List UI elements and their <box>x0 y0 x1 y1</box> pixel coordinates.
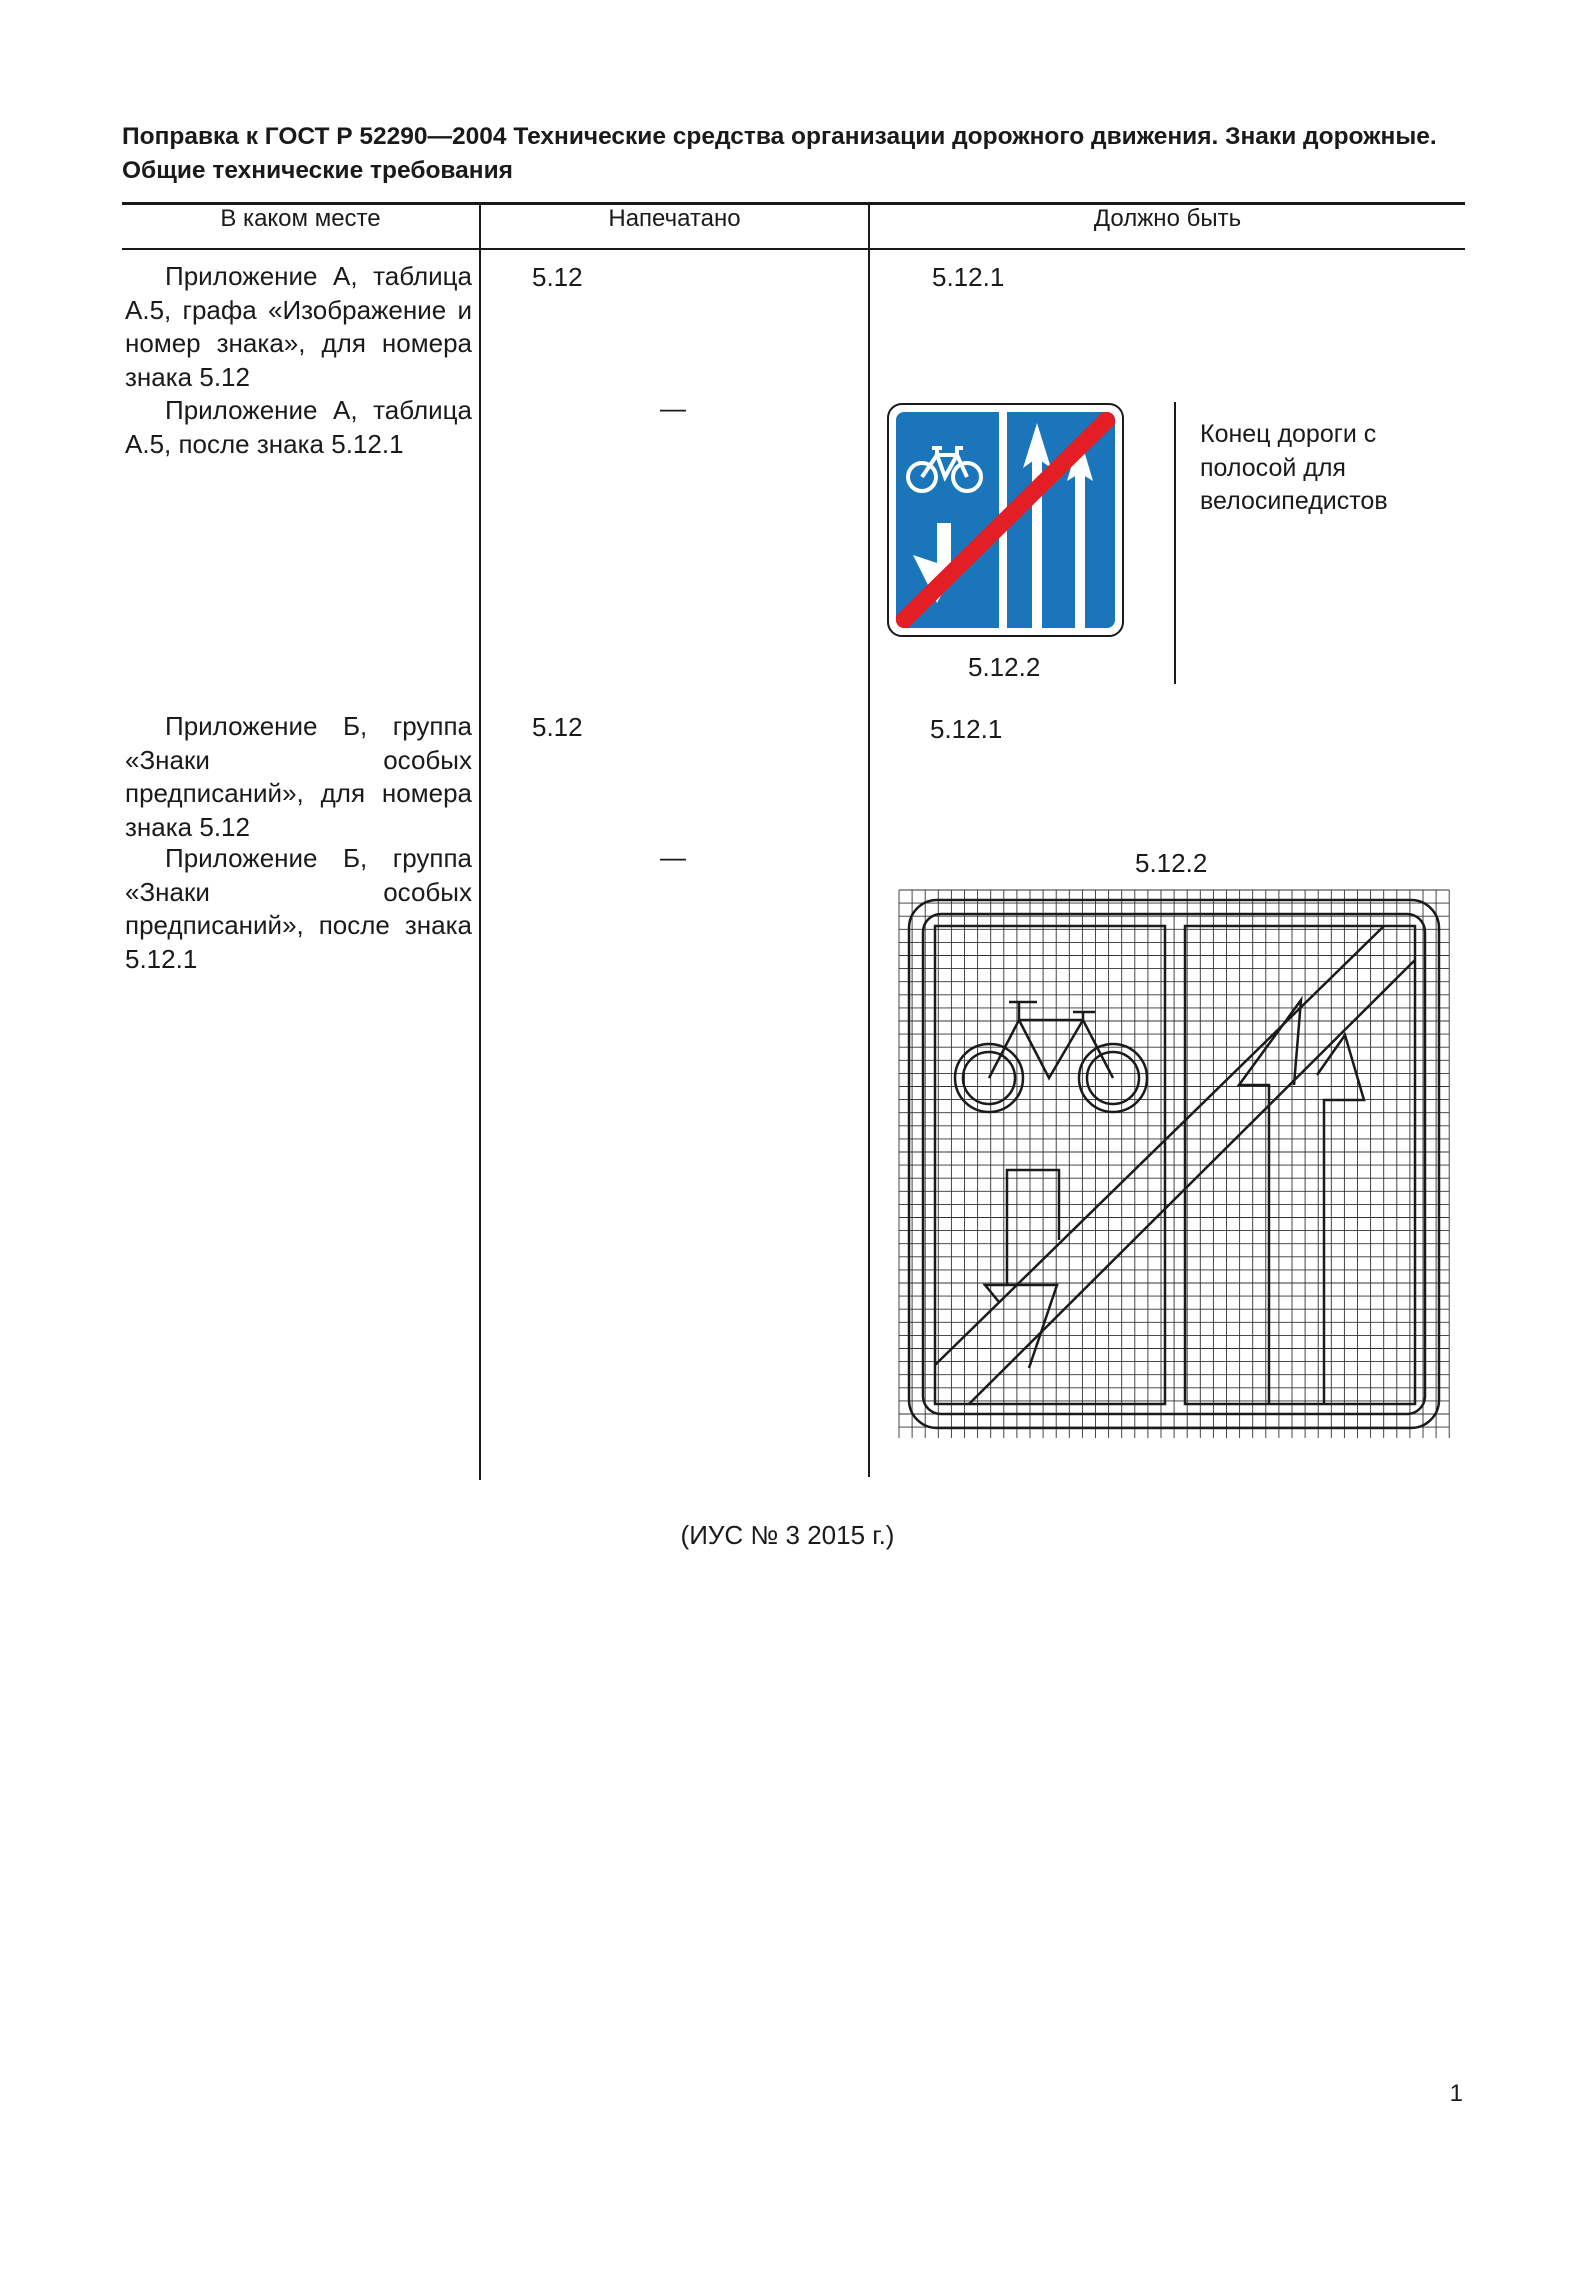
table-column-divider-1 <box>479 202 481 1480</box>
row-1-printed: 5.12 <box>532 262 583 292</box>
table-header-rule <box>122 248 1465 250</box>
row-3-should-be: 5.12.1 <box>930 714 1003 744</box>
page-number: 1 <box>1449 2080 1463 2107</box>
ius-reference: (ИУС № 3 2015 г.) <box>680 1520 895 1550</box>
row-2-printed: — <box>660 393 686 423</box>
row-4-location: Приложение Б, группа «Знаки особых предписаний», после знака 5.12.1 <box>125 843 472 974</box>
row-2-sign-caption: Конец дороги с полосой для велосипедистов <box>1200 420 1388 515</box>
row-3-location: Приложение Б, группа «Знаки особых предписаний», для номера знака 5.12 <box>125 711 472 842</box>
sign-caption-divider <box>1174 402 1176 684</box>
document-title: Поправка к ГОСТ Р 52290—2004 Технические средства организации дорожного движения. Знаки дорожные. Общие технические требования <box>122 123 1437 184</box>
table-column-divider-2 <box>868 202 870 1477</box>
row-3-printed: 5.12 <box>532 712 583 742</box>
row-2-location: Приложение А, таблица А.5, после знака 5.12.1 <box>125 395 472 459</box>
road-sign-color-icon <box>887 403 1124 637</box>
row-location-group-a <box>125 260 472 461</box>
header-should-be: Должно быть <box>1093 205 1242 232</box>
row-4-printed: — <box>660 842 686 872</box>
road-sign-grid-icon <box>899 890 1449 1438</box>
header-location: В каком месте <box>220 205 381 232</box>
row-1-location: Приложение А, таблица А.5, графа «Изображение и номер знака», для номера знака 5.12 <box>125 261 472 392</box>
row-4-should-be: 5.12.2 <box>1135 848 1208 878</box>
header-printed: Напечатано <box>608 205 741 232</box>
row-2-sign-number: 5.12.2 <box>968 652 1041 682</box>
row-1-should-be: 5.12.1 <box>932 262 1005 292</box>
